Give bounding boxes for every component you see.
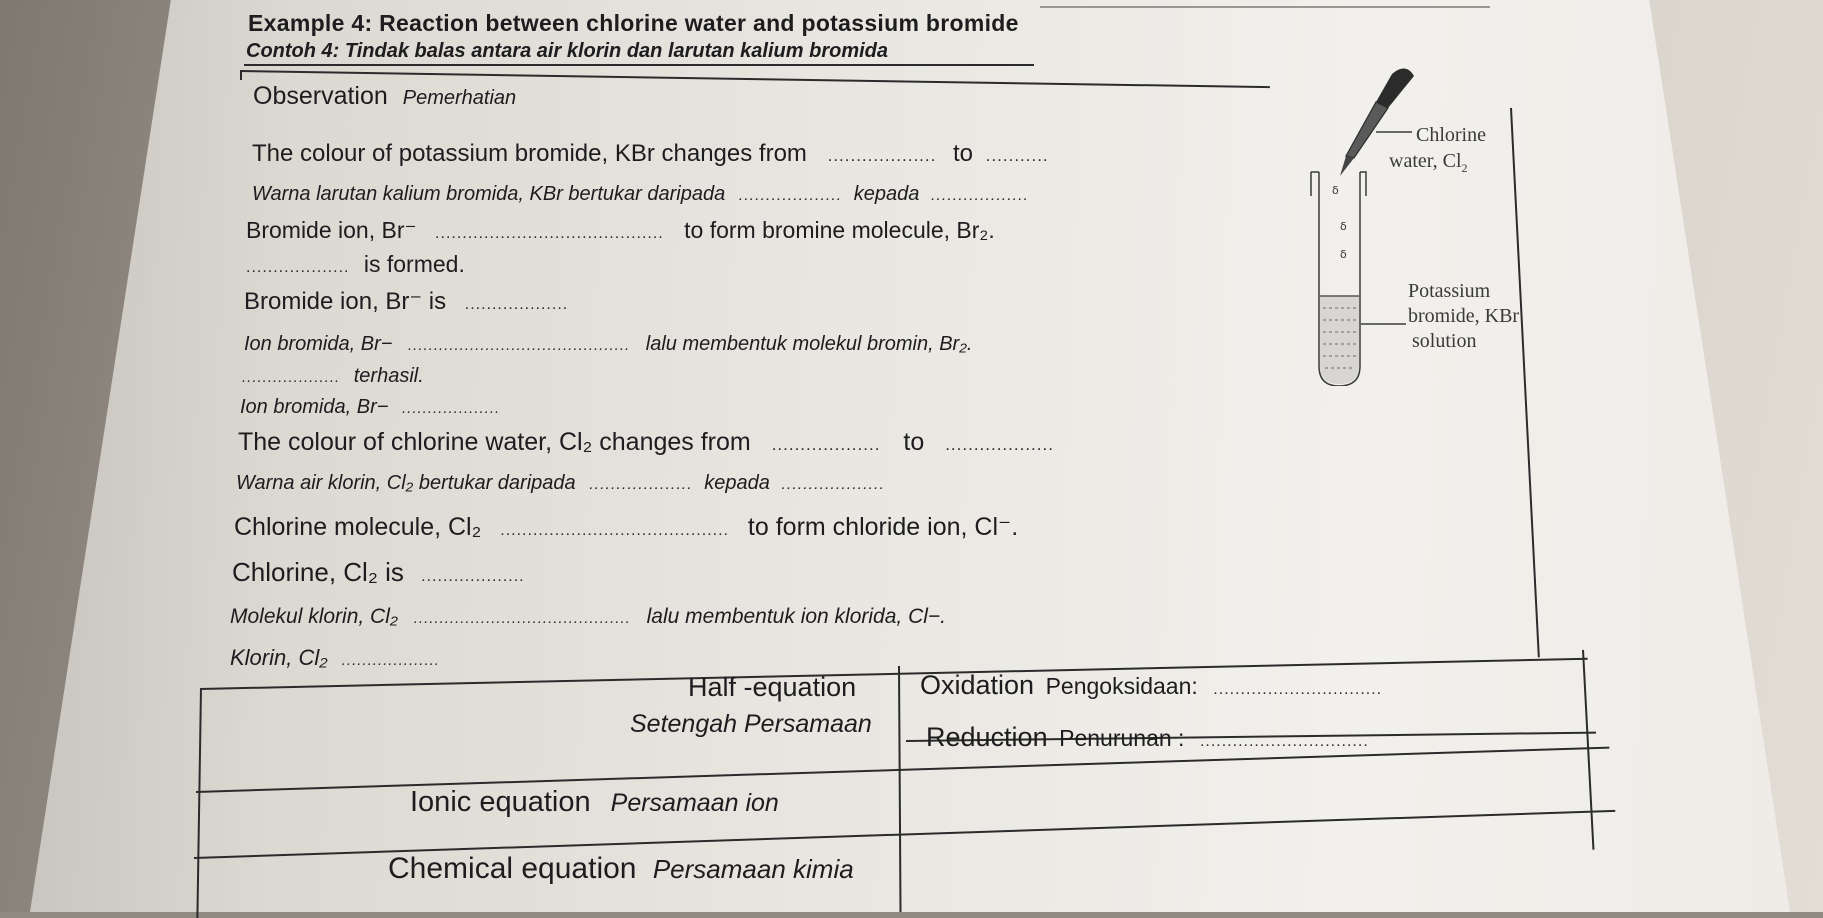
page-subtitle: Contoh 4: Tindak balas antara air klorin dan larutan kalium bromida [246,40,888,62]
kbr-colour-kepada-blank: .................. [930,187,1029,204]
reduction-cell [926,722,1369,753]
cl-colour-en [238,428,1054,457]
is-formed-blank: ................... [246,259,350,276]
bromida-ms-blank: ........................................... [407,337,631,354]
klorin-ms-blank: ................... [341,652,440,669]
reduction-blank: ............................... [1199,733,1369,750]
klorin-ms [230,645,440,671]
bromide-is-en-blank: ................... [464,296,569,313]
oxidation-label: Oxidation [920,670,1035,700]
molekul-klorin-ms [230,605,946,629]
cl-colour-ms-text: Warna air klorin, Cl₂ bertukar daripada [236,472,576,494]
bromida-ms-text: Ion bromida, Br− [244,333,393,355]
chlorine-water-subscript: 2 [1461,161,1468,175]
observation-heading-en: Observation [253,82,388,110]
cl-colour-to-label: to [903,428,925,456]
is-formed-text: is formed. [363,251,465,277]
kbr-colour-from-blank: ................... [827,146,937,165]
cl-colour-kepada-label: kepada [704,472,770,494]
chlorine-is-text: Chlorine, Cl₂ is [232,557,404,587]
terhasil-blank: ................... [242,369,341,386]
potassium-bromide-label [1408,279,1519,354]
kbr-colour-daripada-blank: ................... [738,187,843,204]
chlorine-molecule-blank: .......................................... [500,522,729,539]
half-equation-heading-ms: Setengah Persamaan [630,710,872,738]
bromida-ms [244,333,972,356]
oxidation-label-ms: Pengoksidaan: [1045,673,1198,699]
cl-colour-from-blank: ................... [771,435,881,454]
half-equation-heading: Half -equation [688,672,857,702]
reduction-label-ms: Penurunan : [1059,725,1185,751]
ionic-equation-label: Ionic equation [410,786,591,818]
subtitle-underline [244,64,1034,66]
ionic-equation-label-ms: Persamaan ion [610,789,779,817]
chlorine-water-label [1416,124,1486,147]
kbr-colour-kepada-label: kepada [853,183,920,205]
bromide-is-en [244,287,568,316]
chlorine-is-en [232,557,525,588]
kbr-colour-to-blank: ........... [985,146,1049,165]
cl-colour-ms [236,472,885,495]
potassium-bromide-label-line3: solution [1412,330,1477,352]
reduction-label: Reduction [926,722,1048,752]
klorin-ms-text: Klorin, Cl₂ [230,645,328,670]
chlorine-molecule-rest: to form chloride ion, Cl⁻. [747,513,1019,541]
cl-colour-kepada-blank: ................... [781,476,885,493]
chlorine-water-label-line2: water, Cl [1389,150,1462,172]
potassium-bromide-label-line2: bromide, KBr [1408,305,1520,327]
chemical-equation-label-ms: Persamaan kimia [652,854,854,884]
kbr-colour-en [252,140,1049,168]
bromide-ion-en-rest: to form bromine molecule, Br₂. [684,217,995,243]
bromide-is-en-text: Bromide ion, Br⁻ is [244,288,447,315]
ionic-equation-row [410,786,779,819]
molekul-klorin-rest: lalu membentuk ion klorida, Cl−. [646,605,947,628]
terhasil-ms [242,365,424,388]
kbr-colour-ms-text: Warna larutan kalium bromida, KBr bertukar daripada [252,183,726,205]
bromida-adalah-text: Ion bromida, Br− [240,396,389,418]
oxidation-cell [920,670,1382,701]
drop-2: δ [1340,220,1347,233]
kbr-colour-to-label: to [953,140,974,167]
bromida-adalah-ms [240,396,500,419]
chlorine-molecule-text: Chlorine molecule, Cl₂ [234,513,482,541]
chlorine-is-blank: ................... [421,568,525,585]
cl-colour-to-blank: ................... [945,435,1054,454]
cl-colour-en-text: The colour of chlorine water, Cl₂ changes from [238,428,751,456]
chlorine-water-label-line1: Chlorine [1416,124,1486,146]
terhasil-text: terhasil. [353,365,424,387]
chlorine-water-formula [1389,150,1468,176]
bromide-ion-en-blank: .......................................... [435,225,664,242]
chlorine-molecule-en [234,512,1018,542]
drop-3: δ [1340,248,1347,261]
molekul-klorin-blank: .......................................... [413,610,631,627]
apparatus-diagram [1310,66,1560,386]
bromida-ms-rest: lalu membentuk molekul bromin, Br₂. [645,333,973,355]
observation-heading-ms: Pemerhatian [402,87,517,109]
kbr-colour-en-text: The colour of potassium bromide, KBr changes from [252,140,807,167]
kbr-colour-ms [252,183,1029,206]
test-tube-icon [1311,172,1366,386]
header-rule [1040,6,1490,8]
oxidation-blank: ............................... [1213,681,1383,698]
cl-colour-daripada-blank: ................... [589,476,693,493]
molekul-klorin-text: Molekul klorin, Cl₂ [230,605,398,628]
page-title: Example 4: Reaction between chlorine water and potassium bromide [248,10,1019,36]
drop-1: δ [1332,184,1339,197]
bromida-adalah-blank: ................... [401,400,501,417]
bromide-ion-en [246,217,995,244]
observation-heading [253,82,516,111]
chemical-equation-row [388,852,854,886]
potassium-bromide-label-line1: Potassium [1408,280,1491,302]
chemical-equation-label: Chemical equation [388,852,637,885]
is-formed-en [246,251,465,278]
observation-box-left [240,70,242,80]
bromide-ion-en-text: Bromide ion, Br⁻ [246,217,417,243]
